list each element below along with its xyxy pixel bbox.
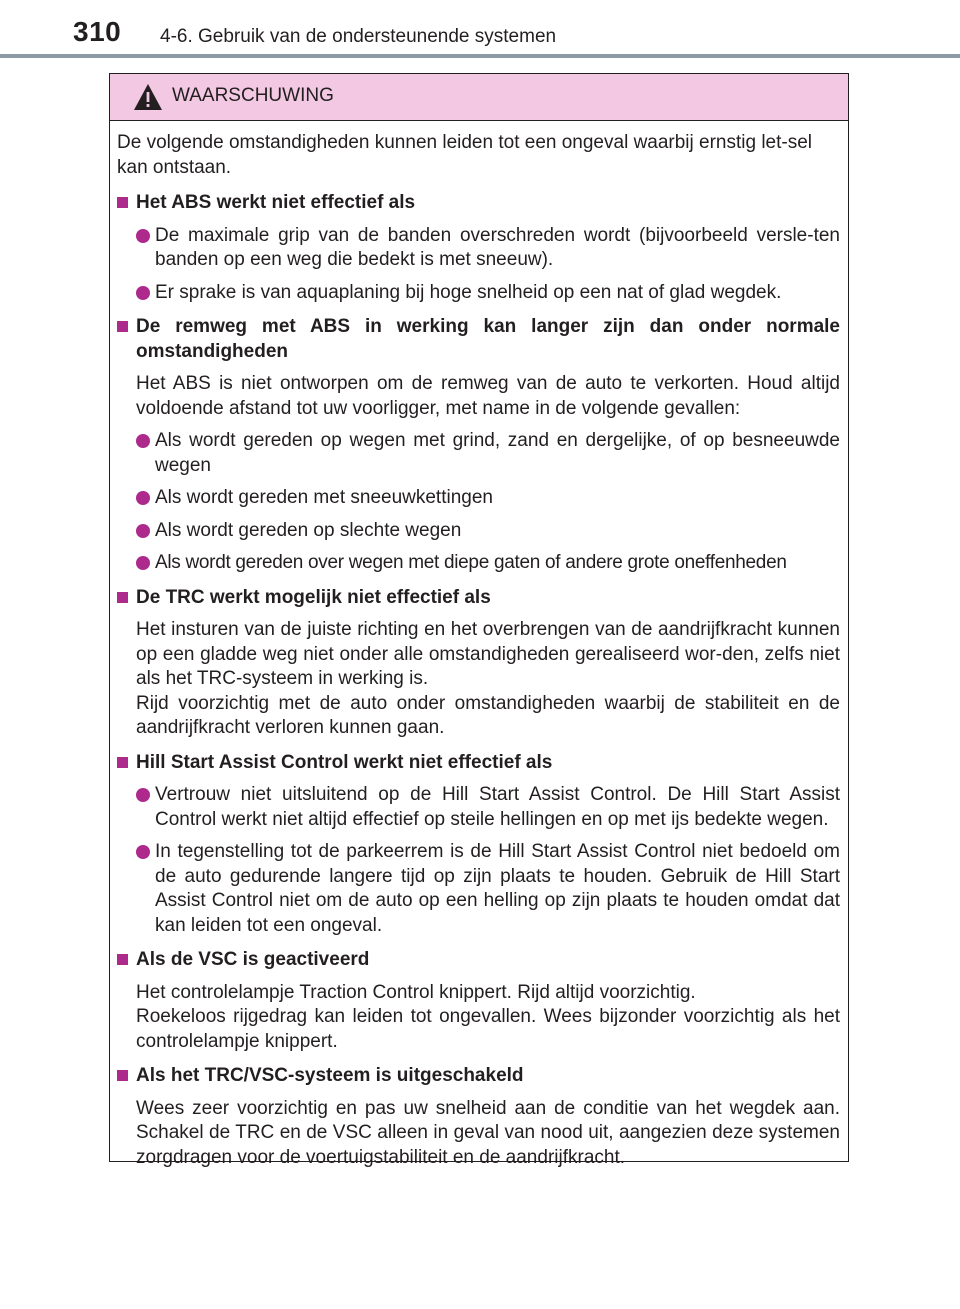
section-paragraph: Het insturen van de juiste richting en het overbrengen van de aandrijfkracht kunnen op een gladde weg niet onder alle omstandigheden gerealiseerd wor-den, zelfs niet als het TRC-systeem in werking is. <box>136 619 840 689</box>
section-title: 4-6. Gebruik van de ondersteunende systemen <box>160 26 557 47</box>
list-item <box>117 783 840 832</box>
section-paragraph: Wees zeer voorzichtig en pas uw snelheid aan de conditie van het wegdek aan. Schakel de TRC en de VSC alleen in geval van nood uit, aangezien deze systemen zorgdragen voor de voertuigstabiliteit en de aandrijfkracht. <box>136 1097 840 1168</box>
list-item-text: Als wordt gereden met sneeuwkettingen <box>155 487 493 508</box>
list-item-text: In tegenstelling tot de parkeerrem is de Hill Start Assist Control niet bedoeld om de auto gedurende langere tijd op zijn plaats te houden. Gebruik de Hill Start Assist Control niet om de auto op een helling op zijn plaats te houden omdat dat kan leiden tot een ongeval. <box>155 841 840 936</box>
square-bullet-icon <box>117 954 128 965</box>
section-paragraph: Roekeloos rijgedrag kan leiden tot ongevallen. Wees bijzonder voorzichtig als het controlelampje knippert. <box>136 1006 840 1052</box>
section-heading <box>117 191 840 216</box>
list-item <box>117 840 840 938</box>
list-item <box>117 281 840 306</box>
section-heading-text: De remweg met ABS in werking kan langer zijn dan onder normale omstandigheden <box>136 316 840 362</box>
section-heading <box>117 1064 840 1089</box>
header-divider <box>0 54 960 58</box>
list-item-text: Vertrouw niet uitsluitend op de Hill Start Assist Control. De Hill Start Assist Control werkt niet altijd effectief op steile hellingen en op met ijs bedekte wegen. <box>155 784 840 830</box>
square-bullet-icon <box>117 321 128 332</box>
square-bullet-icon <box>117 197 128 208</box>
section-heading <box>117 586 840 611</box>
square-bullet-icon <box>117 757 128 768</box>
warning-intro: De volgende omstandigheden kunnen leiden tot een ongeval waarbij ernstig let-sel kan ontstaan. <box>117 132 813 178</box>
list-item <box>117 429 840 478</box>
circle-bullet-icon <box>136 788 150 802</box>
section-heading-text: Hill Start Assist Control werkt niet effectief als <box>136 751 553 773</box>
section-paragraph: Het controlelampje Traction Control knippert. Rijd altijd voorzichtig. <box>136 981 696 1003</box>
list-item-text: Er sprake is van aquaplaning bij hoge snelheid op een nat of glad wegdek. <box>155 281 782 303</box>
section-heading-text: Het ABS werkt niet effectief als <box>136 192 416 213</box>
list-item-text: Als wordt gereden op slechte wegen <box>155 519 462 541</box>
section-heading <box>117 948 840 973</box>
square-bullet-icon <box>117 592 128 603</box>
list-item-text: Als wordt gereden over wegen met diepe gaten of andere grote oneffenheden <box>155 552 787 573</box>
circle-bullet-icon <box>136 845 150 859</box>
section-heading-text: Als het TRC/VSC-systeem is uitgeschakeld <box>136 1065 524 1086</box>
circle-bullet-icon <box>136 434 150 448</box>
circle-bullet-icon <box>136 556 150 570</box>
list-item-text: De maximale grip van de banden overschreden wordt (bijvoorbeeld versle-ten banden op een weg die bedekt is met sneeuw). <box>155 224 840 270</box>
page-number: 310 <box>73 16 122 47</box>
circle-bullet-icon <box>136 286 150 300</box>
circle-bullet-icon <box>136 229 150 243</box>
square-bullet-icon <box>117 1070 128 1081</box>
warning-box <box>109 73 849 1168</box>
list-item <box>117 224 840 273</box>
list-item <box>117 551 840 576</box>
list-item <box>117 519 840 544</box>
section-paragraph: Het ABS is niet ontworpen om de remweg van de auto te verkorten. Houd altijd voldoende afstand tot uw voorligger, met name in de volgende gevallen: <box>136 373 840 419</box>
warning-triangle-icon <box>133 83 163 111</box>
circle-bullet-icon <box>136 491 150 505</box>
section-heading-text: De TRC werkt mogelijk niet effectief als <box>136 586 491 608</box>
page-header <box>0 0 960 60</box>
section-paragraph: Rijd voorzichtig met de auto onder omstandigheden waarbij de stabiliteit en de aandrijfkracht verloren kunnen gaan. <box>136 692 840 738</box>
warning-body <box>110 121 848 1170</box>
list-item-text: Als wordt gereden op wegen met grind, zand en dergelijke, of op besneeuwde wegen <box>155 430 840 476</box>
section-heading <box>117 315 840 364</box>
section-heading-text: Als de VSC is geactiveerd <box>136 949 370 970</box>
warning-title: WAARSCHUWING <box>172 85 334 106</box>
list-item <box>117 486 840 511</box>
warning-header <box>110 74 848 121</box>
circle-bullet-icon <box>136 524 150 538</box>
section-heading <box>117 751 840 776</box>
